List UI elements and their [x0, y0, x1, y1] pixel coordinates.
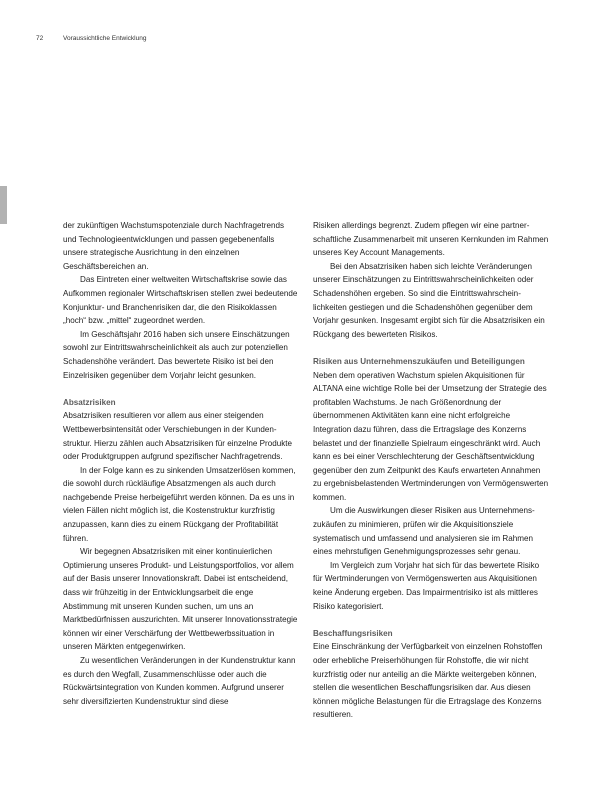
paragraph: Absatzrisiken resultieren vor allem aus einer steigenden Wettbewerbsintensität oder Verschiebungen in der Kundenstruktur. Hierzu zählen auch Absatzrisiken für einzelne Produkte oder Produktgruppen aufgrund spezifischer Nachfragetrends.: [63, 411, 292, 462]
right-column: [313, 219, 549, 722]
running-head: Voraussichtliche Entwicklung: [63, 35, 147, 42]
paragraph: Bei den Absatzrisiken haben sich leichte Veränderungen unserer Einschätzungen zu Eintrittswahrscheinlichkeiten oder Schadenshöhen ergeben. So sind die Eintrittswahrscheinlichkeiten gestiegen und die Schadenshöhen gegenüber dem Vorjahr gesunken. Insgesamt ergibt sich für die Absatzrisiken ein Rückgang des bewerteten Risikos.: [313, 261, 545, 339]
chapter-tab-marker: [0, 186, 7, 224]
paragraph: Eine Einschränkung der Verfügbarkeit von einzelnen Rohstoffen oder erhebliche Preiserhöhungen für Rohstoffe, die wir nicht kurzfristig oder nur anteilig an die Märkte weitergeben können, stellen die wesentlichen Beschaffungsrisiken dar. Aus diesen können mögliche Belastungen für die Ertragslage des Konzerns resultieren.: [313, 642, 543, 720]
paragraph: Um die Auswirkungen dieser Risiken aus Unternehmenszukäufen zu minimieren, prüfen wir die Akquisitionsziele systematisch und umfassend und analysieren sie im Rahmen eines mehrstufigen Genehmigungsprozesses sehr genau.: [313, 506, 535, 557]
paragraph: Das Eintreten einer weltweiten Wirtschaftskrise sowie das Aufkommen regionaler Wirtschaftskrisen stellen zwei bedeutende Konjunktur- und Branchenrisiken dar, die den Risikoklassen „hoch“ bzw. „mittel“ zugeordnet werden.: [63, 275, 298, 326]
paragraph: Im Vergleich zum Vorjahr hat sich für das bewertete Risiko für Wertminderungen von Vermögenswerten aus Akquisitionen keine Änderung ergeben. Das Impairmentrisiko ist als mittleres Risiko kategorisiert.: [313, 560, 540, 611]
paragraph: Risiken allerdings begrenzt. Zudem pflegen wir eine partnerschaftliche Zusammenarbeit mit unseren Kernkunden im Rahmen unseres Key Account Managements.: [313, 221, 549, 258]
paragraph: der zukünftigen Wachstumspotenziale durch Nachfragetrends und Technologieentwicklungen und passen gegebenenfalls unsere strategische Ausrichtung in den einzelnen Geschäftsbereichen an.: [63, 221, 285, 271]
page-number: 72: [36, 35, 44, 42]
paragraph: Neben dem operativen Wachstum spielen Akquisitionen für ALTANA eine wichtige Rolle bei der Umsetzung der Strategie des profitablen Wachstums. Je nach Größenordnung der übernommenen Aktivitäten kann eine nicht erfolgreiche Integration dazu führen, dass die Ertragslage des Konzerns belastet und der finanzielle Spielraum eingeschränkt wird. Auch kann es bei einer Verschlechterung der Geschäftsentwicklung gegenüber den zum Zeitpunkt des Kaufs erwarteten Annahmen zu ergebnisbelastenden Wertminderungen von Vermögenswerten kommen.: [313, 370, 549, 502]
section-heading-beschaffungsrisiken: Beschaffungsrisiken: [313, 628, 393, 638]
paragraph: In der Folge kann es zu sinkenden Umsatzerlösen kommen, die sowohl durch rückläufige Absatzmengen als auch durch nachgebende Preise herbeigeführt werden können. Da es uns in vielen Fällen nicht möglich ist, die Kostenstruktur kurzfristig anzupassen, kann dies zu einem Rückgang der Profitabilität führen.: [63, 465, 296, 543]
paragraph: Wir begegnen Absatzrisiken mit einer kontinuierlichen Optimierung unseres Produkt- und Leistungsportfolios, vor allem auf der Basis unserer Innovationskraft. Dabei ist entscheidend, dass wir frühzeitig in der Entwicklungsarbeit die enge Abstimmung mit unseren Kunden suchen, um uns an Marktbedürfnissen auszurichten. Mit unserer Innovationsstrategie können wir einer Verschärfung der Wettbewerbssituation in unseren Märkten entgegenwirken.: [63, 547, 298, 652]
left-column: [63, 219, 299, 708]
paragraph: Im Geschäftsjahr 2016 haben sich unsere Einschätzungen sowohl zur Eintrittswahrscheinlichkeit als auch zur potenziellen Schadenshöhe verändert. Das bewertete Risiko ist bei den Einzelrisiken gegenüber dem Vorjahr leicht gesunken.: [63, 329, 290, 380]
section-heading-unternehmenszukaeufe: Risiken aus Unternehmenszukäufen und Beteiligungen: [313, 356, 525, 366]
section-heading-absatzrisiken: Absatzrisiken: [63, 397, 116, 407]
paragraph: Zu wesentlichen Veränderungen in der Kundenstruktur kann es durch den Wegfall, Zusammenschlüsse oder auch die Rückwärtsintegration von Kunden kommen. Aufgrund unserer sehr diversifizierten Kundenstruktur sind diese: [63, 656, 296, 706]
